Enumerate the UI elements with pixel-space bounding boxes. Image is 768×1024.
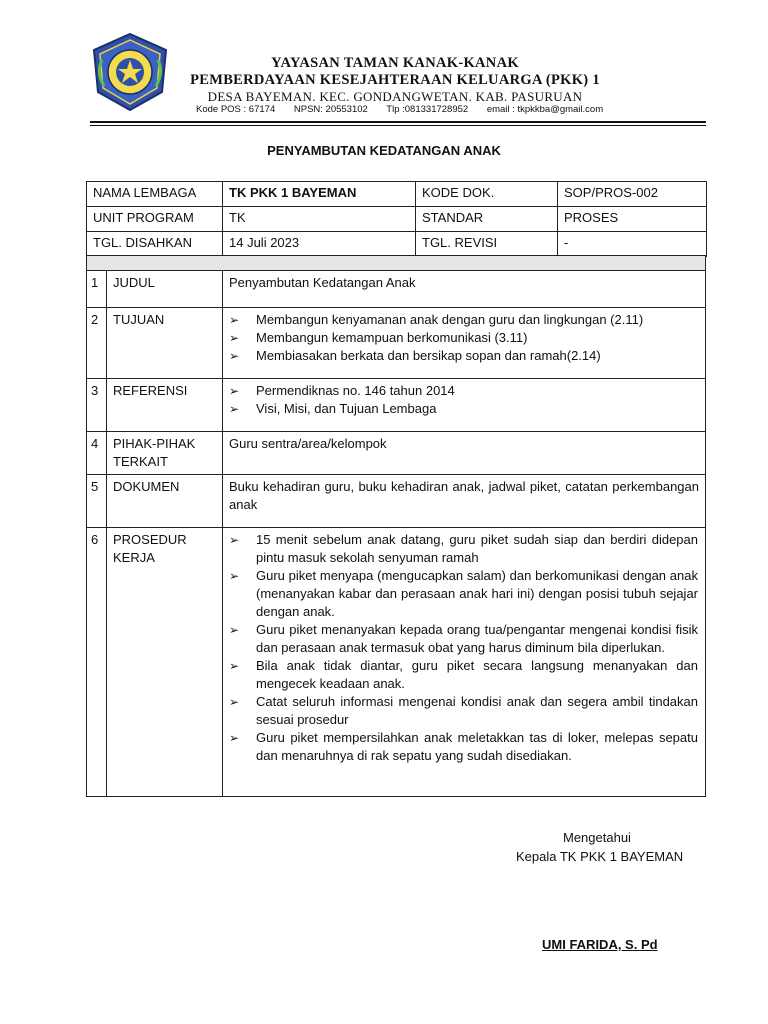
row-dokumen bbox=[87, 475, 706, 528]
list-item: ➢ Membangun kenyamanan anak dengan guru dan lingkungan (2.11) bbox=[229, 311, 699, 329]
list-item: ➢ Permendiknas no. 146 tahun 2014 bbox=[229, 382, 699, 400]
row-tujuan bbox=[87, 308, 706, 379]
row-label: REFERENSI bbox=[107, 379, 223, 432]
row-number: 5 bbox=[87, 475, 107, 528]
list-item: ➢ Guru piket menanyakan kepada orang tua/pengantar mengenai kondisi fisik dan perasaan anak termasuk obat yang harus diminum bila diperlukan. bbox=[229, 621, 699, 657]
email-address: email : tkpkkba@gmail.com bbox=[486, 104, 604, 115]
row-number: 4 bbox=[87, 432, 107, 475]
signature-acknowledgement: Mengetahui bbox=[563, 830, 631, 845]
row-number: 6 bbox=[87, 528, 107, 797]
document-title: PENYAMBUTAN KEDATANGAN ANAK bbox=[267, 143, 501, 158]
list-item: ➢ Visi, Misi, dan Tujuan Lembaga bbox=[229, 400, 699, 418]
meta-label: KODE DOK. bbox=[416, 182, 558, 207]
phone-number: Tlp :081331728952 bbox=[386, 104, 469, 115]
row-label: TUJUAN bbox=[107, 308, 223, 379]
row-content: Penyambutan Kedatangan Anak bbox=[223, 271, 706, 308]
meta-label: TGL. REVISI bbox=[416, 232, 558, 257]
list-item: ➢ 15 menit sebelum anak datang, guru piket sudah siap dan berdiri didepan pintu masuk sekolah senyuman ramah bbox=[229, 531, 699, 567]
row-label: DOKUMEN bbox=[107, 475, 223, 528]
list-item: ➢ Bila anak tidak diantar, guru piket secara langsung menanyakan dan mengecek keadaan anak. bbox=[229, 657, 699, 693]
referensi-list bbox=[229, 382, 699, 418]
sop-content-table bbox=[86, 255, 706, 797]
meta-row-tanggal bbox=[87, 232, 707, 257]
signature-position: Kepala TK PKK 1 BAYEMAN bbox=[516, 849, 684, 864]
meta-value: TK PKK 1 BAYEMAN bbox=[223, 182, 416, 207]
meta-label: TGL. DISAHKAN bbox=[87, 232, 223, 257]
pkk-emblem-logo bbox=[88, 30, 172, 114]
shaded-separator-row bbox=[87, 256, 706, 271]
meta-value: TK bbox=[223, 207, 416, 232]
npsn-number: NPSN: 20553102 bbox=[293, 104, 368, 115]
letterhead-foundation-name: YAYASAN TAMAN KANAK-KANAK bbox=[271, 55, 519, 71]
row-number: 1 bbox=[87, 271, 107, 308]
meta-value: - bbox=[558, 232, 707, 257]
row-number: 2 bbox=[87, 308, 107, 379]
meta-label: STANDAR bbox=[416, 207, 558, 232]
row-content: Guru sentra/area/kelompok bbox=[223, 432, 706, 475]
meta-value: SOP/PROS-002 bbox=[558, 182, 707, 207]
meta-row-lembaga bbox=[87, 182, 707, 207]
row-content bbox=[223, 379, 706, 432]
row-number: 3 bbox=[87, 379, 107, 432]
list-item: ➢ Membangun kemampuan berkomunikasi (3.11) bbox=[229, 329, 699, 347]
meta-label: UNIT PROGRAM bbox=[87, 207, 223, 232]
separator-cell bbox=[87, 256, 706, 271]
row-label: PIHAK-PIHAK TERKAIT bbox=[107, 432, 223, 475]
row-content: Buku kehadiran guru, buku kehadiran anak, jadwal piket, catatan perkembangan anak bbox=[223, 475, 706, 528]
meta-label: NAMA LEMBAGA bbox=[87, 182, 223, 207]
row-label: JUDUL bbox=[107, 271, 223, 308]
list-item: ➢ Membiasakan berkata dan bersikap sopan dan ramah(2.14) bbox=[229, 347, 699, 365]
meta-value: 14 Juli 2023 bbox=[223, 232, 416, 257]
postal-code: Kode POS : 67174 bbox=[196, 104, 276, 115]
row-label: PROSEDUR KERJA bbox=[107, 528, 223, 797]
list-item: ➢ Catat seluruh informasi mengenai kondisi anak dan segera ambil tindakan sesuai prosedur bbox=[229, 693, 699, 729]
tujuan-list bbox=[229, 311, 699, 365]
prosedur-list bbox=[229, 531, 699, 765]
list-item: ➢ Guru piket menyapa (mengucapkan salam) dan berkomunikasi dengan anak (menanyakan kabar dan perasaan anak hari ini) dengan posisi tubuh sejajar dengan anak. bbox=[229, 567, 699, 621]
letterhead-organization-name: PEMBERDAYAAN KESEJAHTERAAN KELUARGA (PKK) 1 bbox=[190, 72, 600, 88]
meta-row-program bbox=[87, 207, 707, 232]
letterhead-divider bbox=[90, 121, 706, 126]
row-judul bbox=[87, 271, 706, 308]
document-meta-table bbox=[86, 181, 707, 257]
meta-value: PROSES bbox=[558, 207, 707, 232]
letterhead-contact bbox=[196, 104, 619, 115]
row-content bbox=[223, 528, 706, 797]
row-content bbox=[223, 308, 706, 379]
row-pihak bbox=[87, 432, 706, 475]
row-prosedur bbox=[87, 528, 706, 797]
row-referensi bbox=[87, 379, 706, 432]
list-item: ➢ Guru piket mempersilahkan anak meletakkan tas di loker, melepas sepatu dan menaruhnya di rak sepatu yang sudah disediakan. bbox=[229, 729, 699, 765]
letterhead-address: DESA BAYEMAN. KEC. GONDANGWETAN. KAB. PASURUAN bbox=[207, 89, 583, 104]
signatory-name: UMI FARIDA, S. Pd bbox=[542, 937, 658, 952]
